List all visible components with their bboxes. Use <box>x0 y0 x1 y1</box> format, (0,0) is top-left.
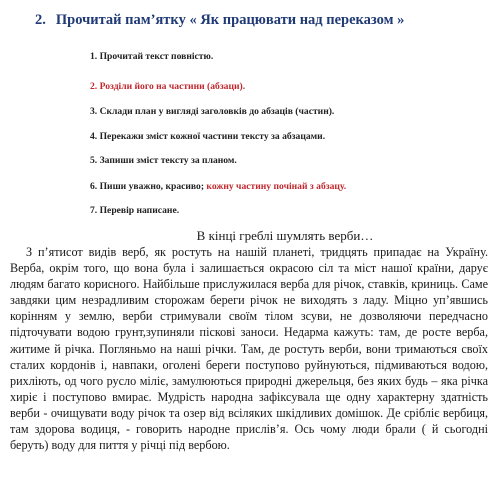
memo-item-text: 3. Склади план у вигляді заголовків до абзаців (частин). <box>90 106 335 117</box>
story-text <box>10 244 488 453</box>
assignment-number: 2. <box>35 12 46 28</box>
story-title: В кінці греблі шумлять верби… <box>196 228 374 243</box>
memo-item-text: 4. Перекажи зміст кожної частини тексту за абзацами. <box>90 131 326 142</box>
assignment-title: Прочитай пам’ятку « Як працювати над переказом » <box>55 12 405 28</box>
memo-item <box>90 51 213 62</box>
memo-item <box>90 106 334 117</box>
memo-item-text: 1. Прочитай текст повністю. <box>90 51 214 62</box>
memo-item-highlight: кожну частину почінай з абзацу. <box>206 181 347 192</box>
memo-item-text: 5. Запиши зміст тексту за планом. <box>90 155 237 166</box>
memo-item-text: 7. Перевір написане. <box>90 205 180 216</box>
story-paragraph: З п’ятисот видів верб, як ростуть на нашій планеті, тридцять припадає на Україну. Верба, окрім того, що вона була і залишається окрасою сіл та міст нашої країни, дарує людям багато корисного. Найбільше прислужилася верба для річок, ставків, криниць. Саме завдяки цим незрадливим сторожам береги річок не виходять з ладу. Міцно уп’явшись корінням у землю, верби стримували своїм тілом зсуви, не дозволяючи передчасно підточувати водою грунт,зупиняли піскові заноси. Недарма кажуть: там, де росте верба, житиме й річка. Погляньмо на наші річки. Там, де ростуть верби, вони тримаються своїх сталих кордонів і, навпаки, оголені береги поступово руйнуються, підмиваються водою, рихліють, од чого русло міліє, замулюються природні джерельця, без яких будь – яка річка хиріє і поступово вмирає. Мудрість народна зафіксувала ще одну характерну здатність верби - очищувати воду річок та озер від всіляких шкідливих домішок. Де сріблiє вербиця, там здорова водиця, - говорить народне прислів’я. Ось чому люди брали ( й сьогодні беруть) воду для пиття у річці під вербою. <box>10 245 488 453</box>
memo-item <box>90 81 245 92</box>
memo-item <box>90 155 237 166</box>
memo-item <box>90 181 346 192</box>
assignment-heading <box>35 12 404 29</box>
memo-item <box>90 131 325 142</box>
memo-item <box>90 205 179 216</box>
memo-item-text: 6. Пиши уважно, красиво; <box>90 181 207 192</box>
memo-item-text: 2. Розділи його на частини (абзаци). <box>90 81 246 92</box>
